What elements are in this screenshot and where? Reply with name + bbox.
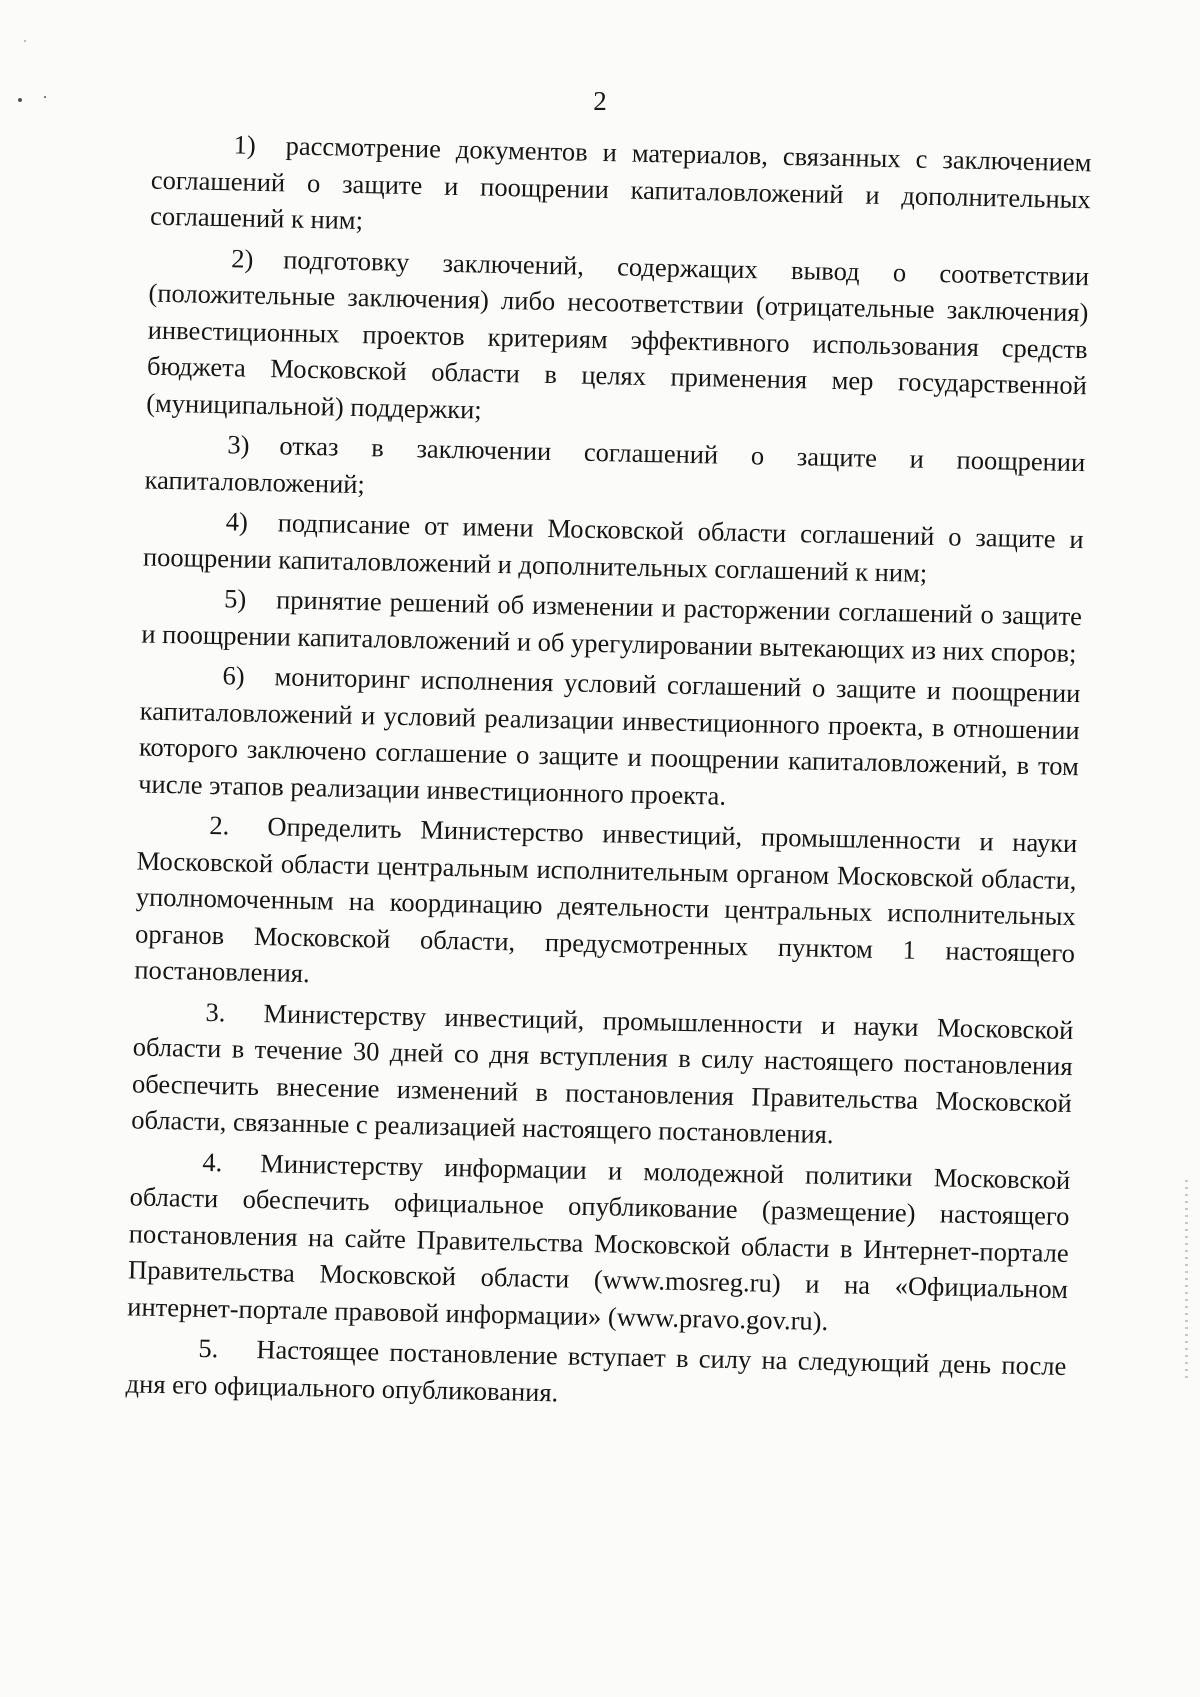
item-marker: 5) — [223, 583, 247, 614]
paragraph-number: 4. — [202, 1146, 223, 1177]
paragraph-text: Настоящее постановление вступает в силу на следующий день после дня его официального опубликования. — [125, 1334, 1067, 1407]
item-marker: 1) — [233, 129, 257, 160]
paragraph-text: Министерству информации и молодежной политики Московской области обеспечить официальное опубликование (размещение) настоящего постановления на сайте Правительства Московской области в Интернет-портале Правительства Московской области (www.mosreg.ru) и на «Официальном интернет-портале правовой информации» (www.pravo.gov.ru). — [127, 1147, 1071, 1336]
numbered-paragraph — [0, 989, 1182, 1160]
list-item — [0, 652, 1189, 823]
page-number: 2 — [593, 86, 607, 116]
list-item — [0, 121, 1200, 256]
numbered-paragraph — [0, 802, 1186, 1010]
paragraph-number: 5. — [198, 1332, 219, 1364]
list-item — [0, 235, 1197, 443]
document-body — [0, 121, 1200, 1427]
scan-edge-noise — [1185, 1180, 1188, 1380]
item-marker: 6) — [222, 660, 245, 691]
item-marker: 2) — [231, 242, 254, 274]
item-text: отказ в заключении соглашений о защите и поощрении капиталовложений; — [144, 430, 1086, 499]
item-text: принятие решений об изменении и расторжении соглашений о защите и поощрении капиталовложений и об урегулировании вытекающих из них споров; — [141, 584, 1083, 668]
item-text: подготовку заключений, содержащих вывод о соответствии (положительные заключения) либо несоответствии (отрицательные заключения) инвестиционных проектов критериям эффективного использования средств бюджета Московской области в целях применения мер государственной (муниципальной) поддержки; — [145, 243, 1090, 425]
item-marker: 4) — [225, 506, 249, 537]
paragraph-number: 2. — [209, 809, 230, 841]
item-marker: 3) — [227, 429, 250, 460]
paragraph-text: Министерству инвестиций, промышленности и науки Московской области в течение 30 дней со дня вступления в силу настоящего постановления обеспечить внесение изменений в постановления Правительства Московской области, связанные с реализацией настоящего постановления. — [130, 997, 1074, 1150]
paragraph-number: 3. — [205, 996, 226, 1027]
scan-speck — [24, 40, 26, 42]
item-text: мониторинг исполнения условий соглашений о защите и поощрении капиталовложений и условий реализации инвестиционного проекта, в отношении которого заключено соглашение о защите и поощрении капиталовложений, в том числе этапов реализации инвестиционного проекта. — [137, 661, 1081, 811]
item-text: рассмотрение документов и материалов, связанных с заключением соглашений о защите и поощрении капиталовложений и дополнительных соглашений к ним; — [149, 130, 1092, 236]
item-text: подписание от имени Московской области соглашений о защите и поощрении капиталовложений и дополнительных соглашений к ним; — [142, 507, 1084, 588]
paragraph-text: Определить Министерство инвестиций, промышленности и науки Московской области центральным исполнительным органом Московской области, уполномоченным на координацию деятельности центральных исполнительных органов Московской области, предусмотренных пунктом 1 настоящего постановления. — [134, 811, 1078, 989]
numbered-paragraph — [0, 1139, 1179, 1347]
